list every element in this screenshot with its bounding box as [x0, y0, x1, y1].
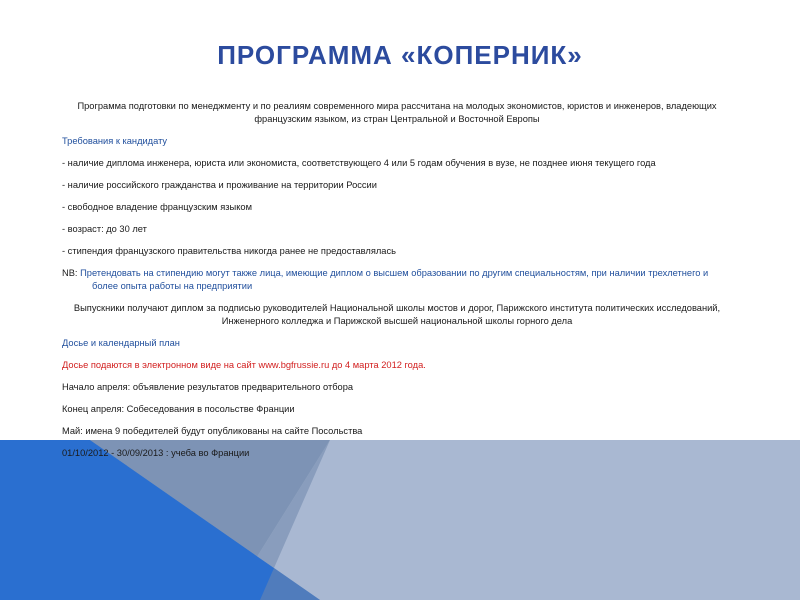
graduates-paragraph: Выпускники получают диплом за подписью руководителей Национальной школы мостов и дорог, Парижского института политических исследований, Инженерного колледжа и Парижской высшей национальной школы горного дела	[73, 303, 721, 326]
dossier-heading: Досье и календарный план	[62, 338, 180, 348]
nb-paragraph	[62, 267, 732, 293]
intro-paragraph: Программа подготовки по менеджменту и по реалиям современного мира рассчитана на молодых экономистов, юристов и инженеров, владеющих французским языком, из стран Центральной и Восточной Европы	[77, 101, 717, 124]
schedule-item: Май: имена 9 победителей будут опубликованы на сайте Посольства	[62, 426, 363, 436]
schedule-item: Начало апреля: объявление результатов предварительного отбора	[62, 382, 354, 392]
requirement-item: - наличие диплома инженера, юриста или экономиста, соответствующего 4 или 5 годам обучения в вузе, не позднее июня текущего года	[62, 158, 656, 168]
nb-label: NB:	[62, 268, 78, 278]
requirement-item: - наличие российского гражданства и проживание на территории России	[62, 180, 377, 190]
dossier-deadline: Досье подаются в электронном виде на сайт www.bgfrussie.ru до 4 марта 2012 года.	[62, 360, 426, 370]
content-body	[62, 100, 732, 469]
nb-text: Претендовать на стипендию могут также лица, имеющие диплом о высшем образовании по другим специальностям, при наличии трехлетнего и более опыта работы на предприятии	[80, 268, 709, 291]
requirement-item: - возраст: до 30 лет	[62, 224, 147, 234]
requirement-item: - стипендия французского правительства никогда ранее не предоставлялась	[62, 246, 396, 256]
requirement-item: - свободное владение французским языком	[62, 202, 252, 212]
schedule-item: Конец апреля: Собеседования в посольстве Франции	[62, 404, 295, 414]
schedule-item: 01/10/2012 - 30/09/2013 : учеба во Франции	[62, 448, 250, 458]
page-title: ПРОГРАММА «КОПЕРНИК»	[217, 40, 583, 70]
requirements-heading: Требования к кандидату	[62, 136, 168, 146]
